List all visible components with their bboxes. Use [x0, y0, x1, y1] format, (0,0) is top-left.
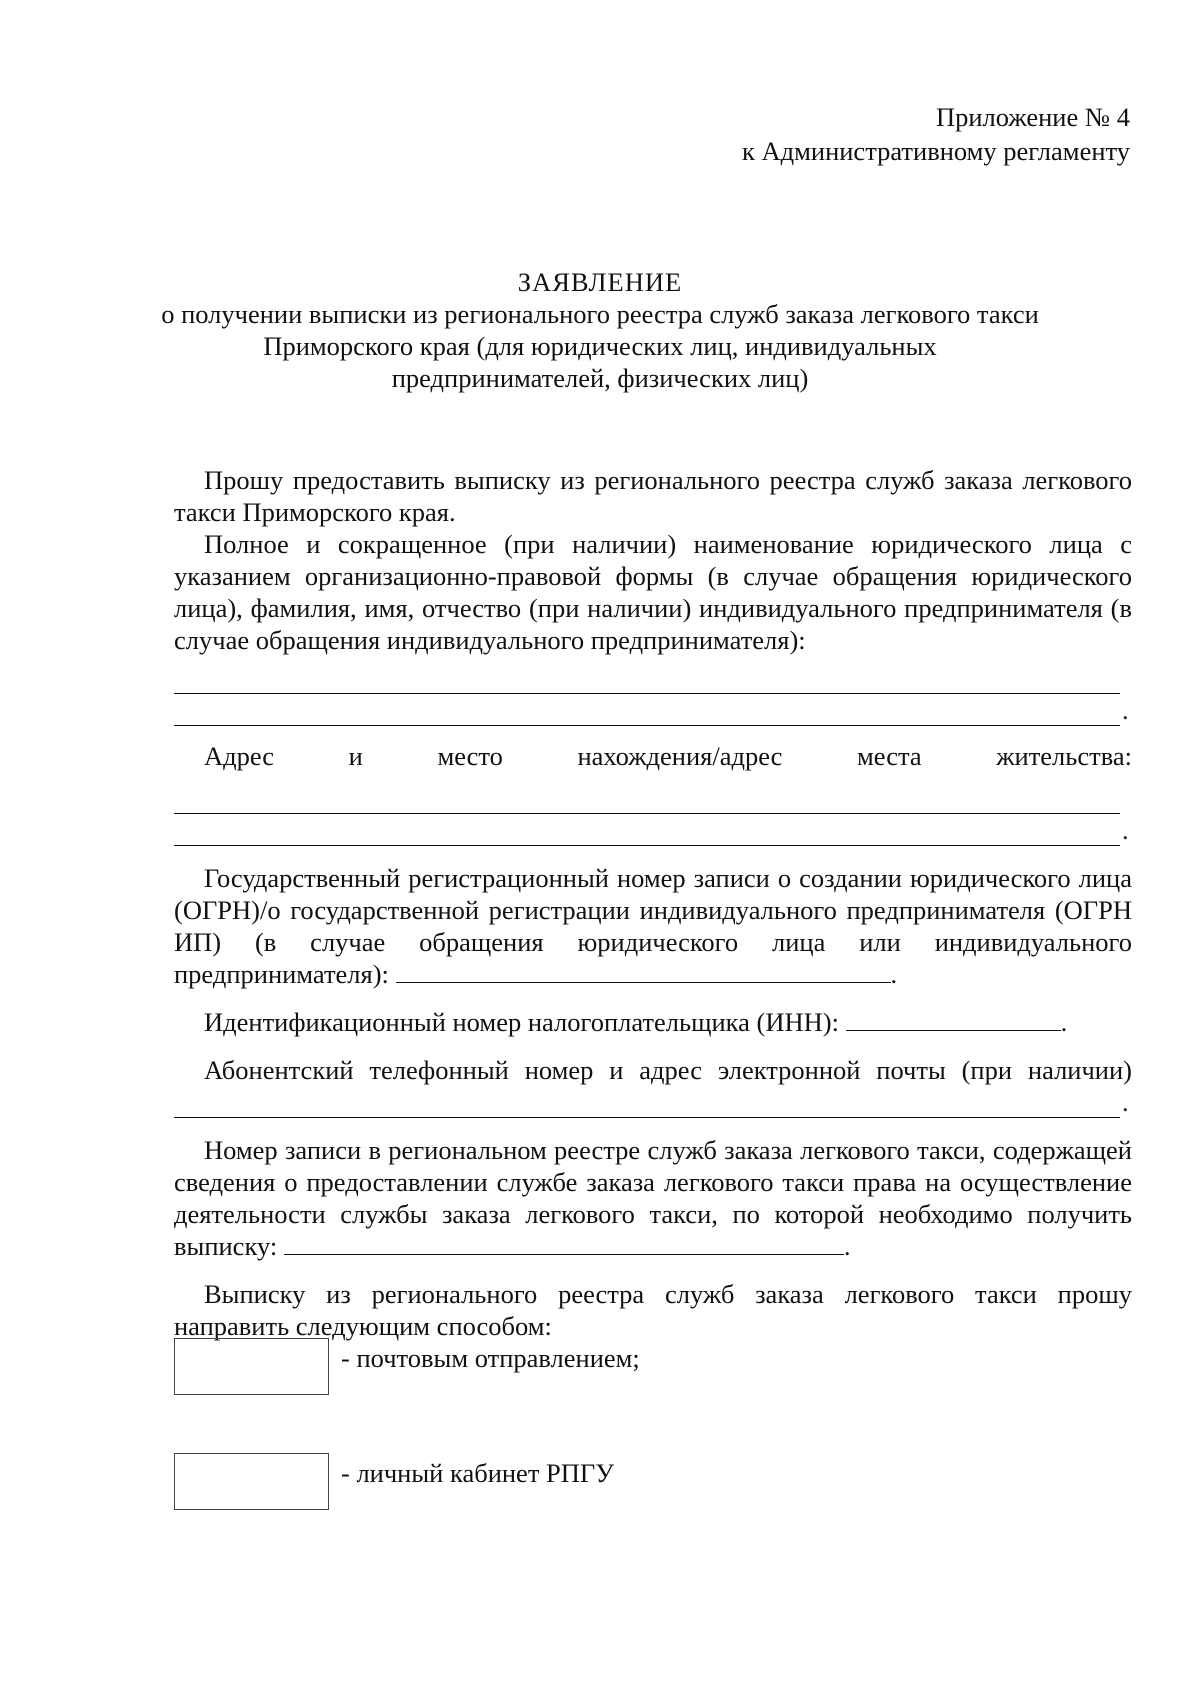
ogrn-prompt-text: Государственный регистрационный номер записи о создании юридического лица (ОГРН)/о государственной регистрации индивидуального предпринимателя (ОГРН ИП) (в случае обращения юридического лица или индивидуального предпринимателя):: [174, 863, 1132, 989]
address-word-2: и: [348, 741, 363, 771]
contact-field-period: .: [1122, 1087, 1129, 1117]
document-subtitle-line-2: Приморского края (для юридических лиц, индивидуальных: [263, 331, 937, 361]
inn-period: .: [1060, 1007, 1068, 1037]
inn-prompt-text: Идентификационный номер налогоплательщика (ИНН):: [204, 1007, 839, 1037]
document-subtitle-line-1: о получении выписки из регионального реестра служб заказа легкового такси: [161, 299, 1039, 329]
address-word-5: места: [857, 741, 922, 771]
postal-checkbox[interactable]: [174, 1338, 329, 1395]
record-prompt-paragraph: [174, 1134, 1132, 1262]
document-subtitle-line-3: предпринимателей, физических лиц): [391, 363, 809, 393]
address-word-1: Адрес: [204, 741, 275, 771]
ogrn-prompt-paragraph: [174, 862, 1132, 990]
annex-number: Приложение № 4: [935, 102, 1130, 132]
record-prompt-text: Номер записи в региональном реестре служб заказа легкового такси, содержащей сведения о предоставлении службе заказа легкового такси права на осуществление деятельности службы заказа легкового такси, по которой необходимо получить выписку:: [174, 1135, 1132, 1261]
address-word-6: жительства:: [996, 741, 1132, 771]
inn-input-line[interactable]: [846, 1008, 1061, 1031]
annex-header: [742, 100, 1130, 168]
record-period: .: [843, 1231, 851, 1261]
rpgu-checkbox[interactable]: [174, 1453, 329, 1510]
name-field-line-1[interactable]: [174, 662, 1132, 694]
annex-reference: к Административному регламенту: [742, 136, 1130, 166]
ogrn-input-line[interactable]: [396, 960, 891, 983]
contact-prompt-paragraph: Абонентский телефонный номер и адрес электронной почты (при наличии): [204, 1055, 1132, 1085]
name-field-period: .: [1122, 695, 1129, 725]
contact-field-line[interactable]: [174, 1086, 1132, 1118]
address-word-3: место: [437, 741, 503, 771]
address-prompt: [174, 740, 1132, 772]
document-title-block: [150, 266, 1050, 394]
name-field-line-2[interactable]: [174, 694, 1132, 726]
address-field-line-2[interactable]: [174, 814, 1132, 846]
form-body: [174, 464, 1132, 1342]
address-field-line-1[interactable]: [174, 782, 1132, 814]
delivery-option-rpgu[interactable]: [174, 1453, 614, 1510]
delivery-option-postal[interactable]: [174, 1338, 640, 1395]
inn-prompt-paragraph: [174, 1006, 1132, 1038]
address-field-period: .: [1122, 815, 1129, 845]
ogrn-period: .: [890, 959, 898, 989]
delivery-prompt-paragraph: Выписку из регионального реестра служб заказа легкового такси прошу направить следующим способом:: [174, 1279, 1132, 1341]
rpgu-option-label: - личный кабинет РПГУ: [341, 1458, 614, 1488]
request-paragraph: Прошу предоставить выписку из регионального реестра служб заказа легкового такси Приморского края.: [174, 465, 1132, 527]
document-title: ЗАЯВЛЕНИЕ: [517, 267, 683, 297]
name-prompt-paragraph: Полное и сокращенное (при наличии) наименование юридического лица с указанием организационно-правовой формы (в случае обращения юридического лица), фамилия, имя, отчество (при наличии) индивидуального предпринимателя (в случае обращения индивидуального предпринимателя):: [174, 529, 1132, 655]
address-word-4: нахождения/адрес: [577, 741, 783, 771]
record-input-line[interactable]: [284, 1232, 844, 1255]
postal-option-label: - почтовым отправлением;: [341, 1343, 640, 1373]
